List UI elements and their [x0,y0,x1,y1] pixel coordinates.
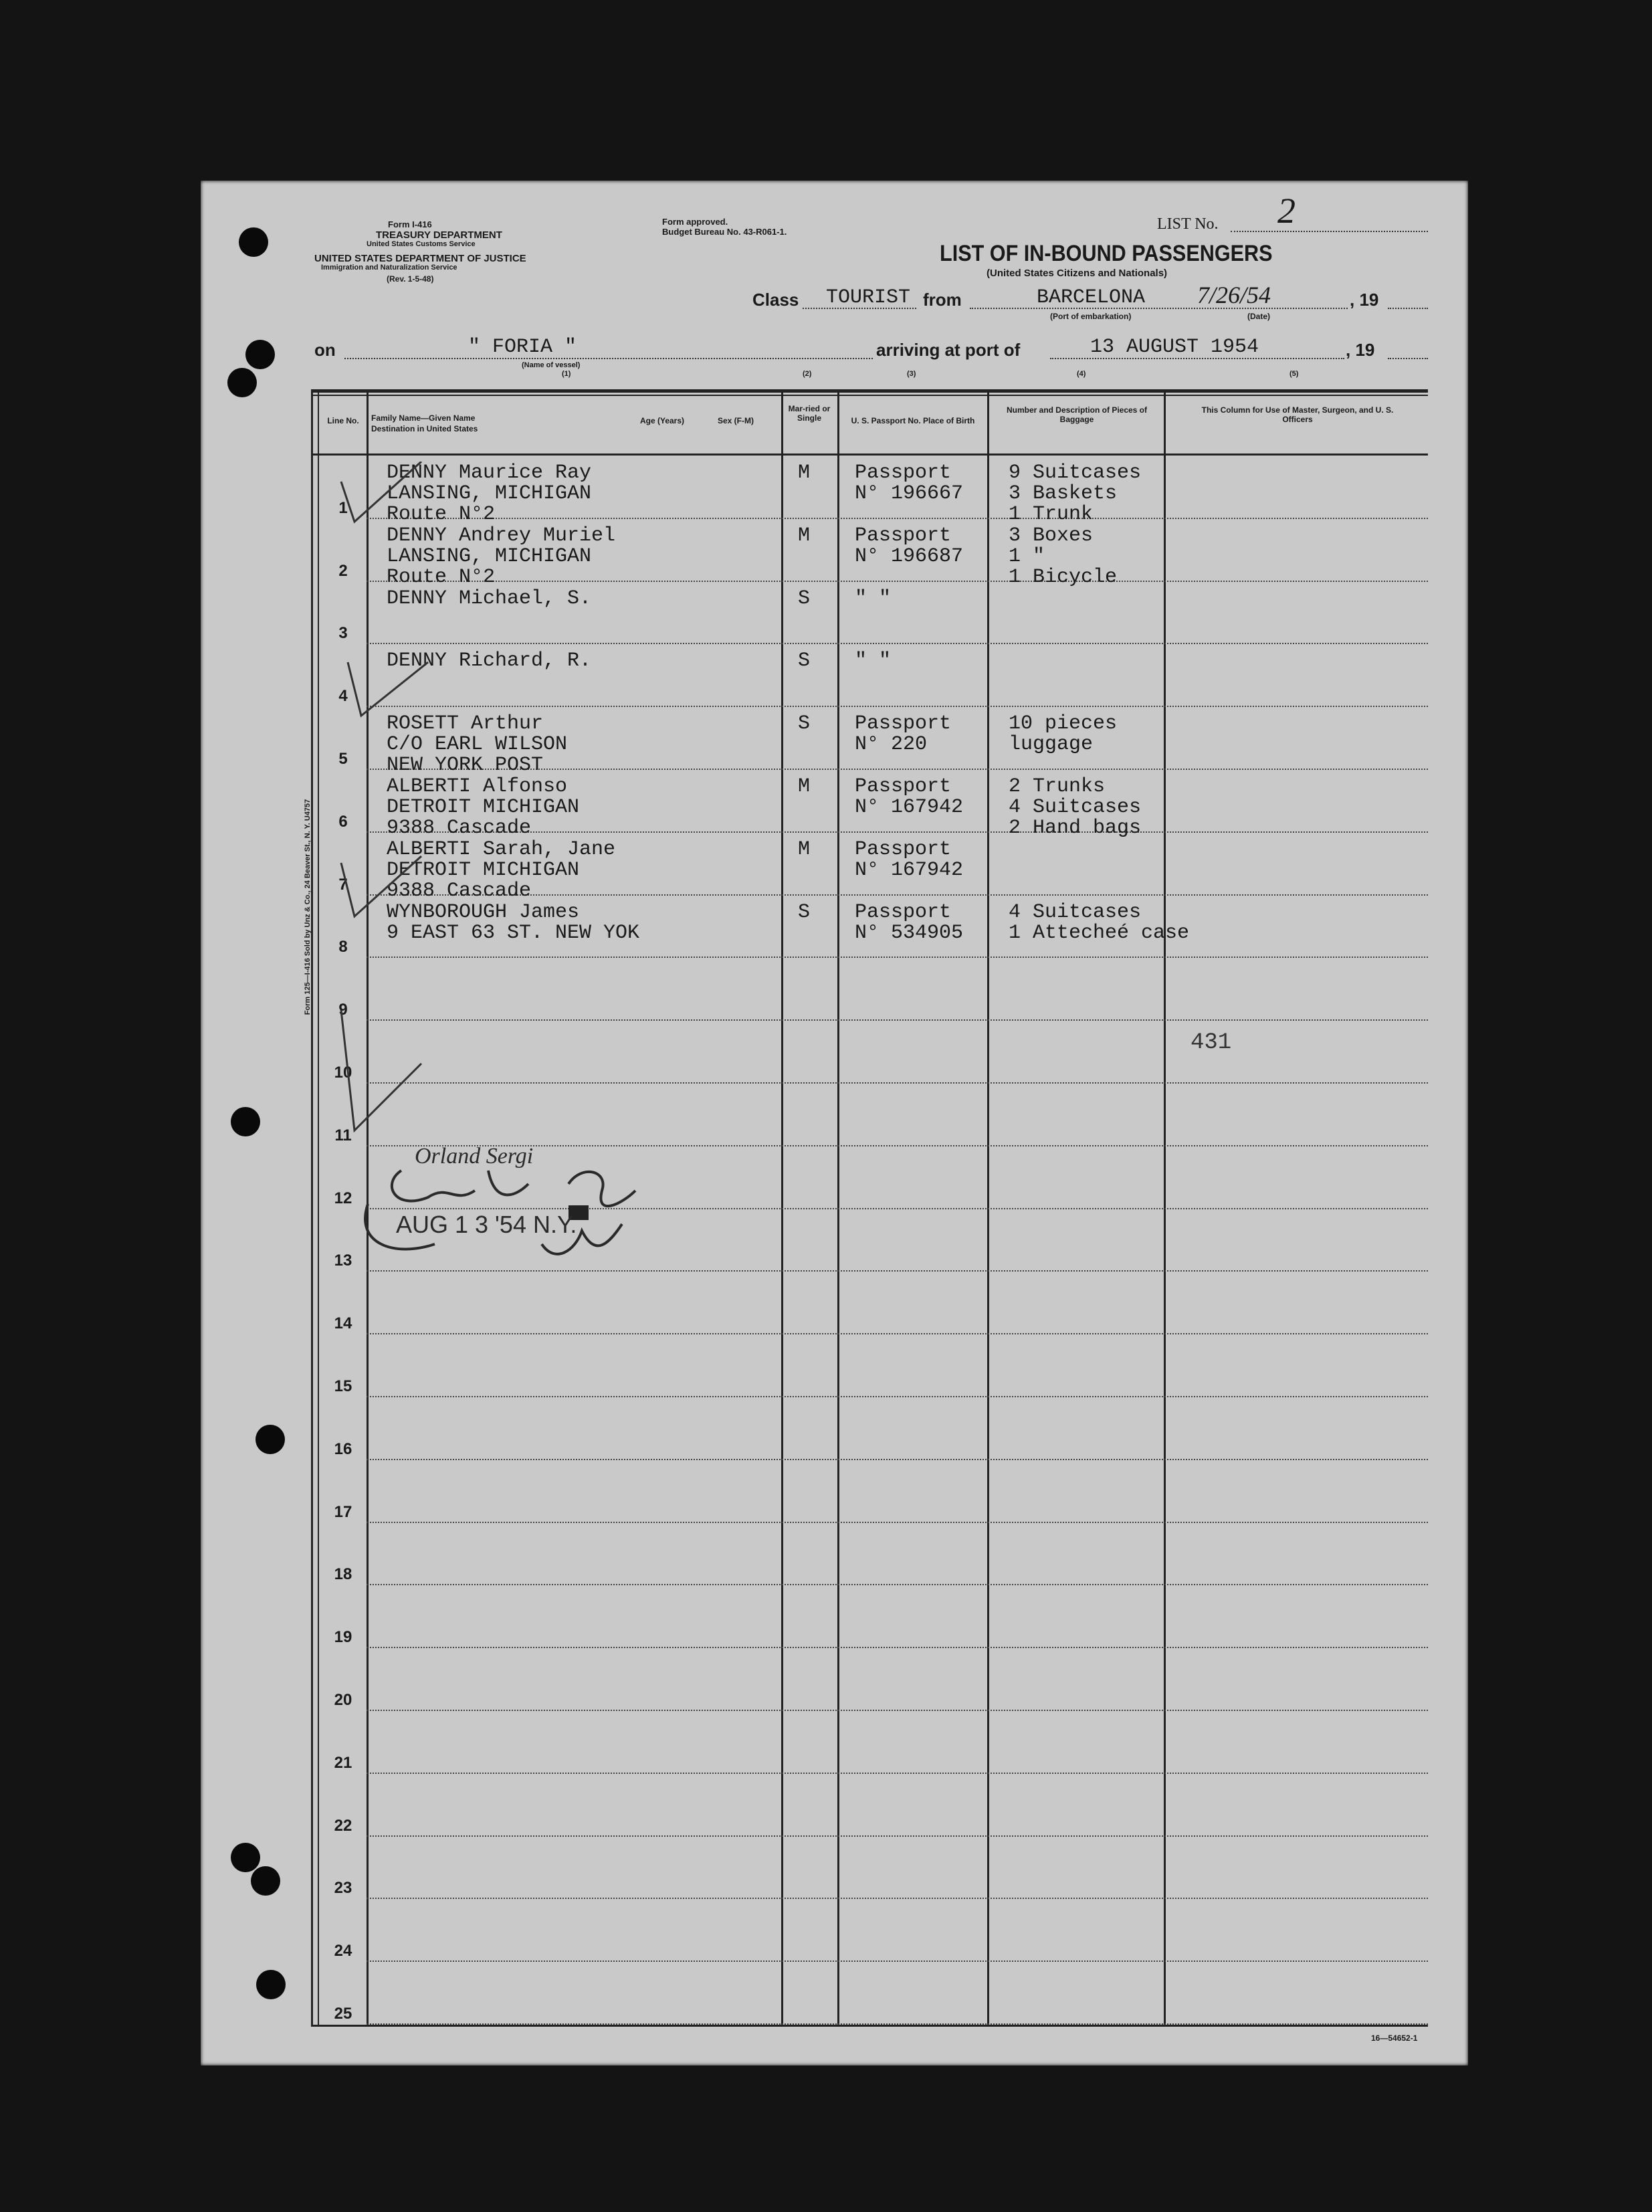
passenger-name: ROSETT Arthur [387,712,544,736]
line-number: 4 [338,687,348,706]
passport-info: N° 534905 [855,921,964,944]
side-imprint: Form 125—I-416 Sold by Unz & Co., 24 Beaver St., N. Y. U4757 [304,799,312,1015]
row-rule [367,1584,1428,1585]
line-number: 1 [338,498,348,517]
passenger-name: WYNBOROUGH James [387,900,580,924]
vessel-value: " FORIA " [468,336,577,359]
year-suffix: , 19 [1350,290,1379,310]
vessel-line [344,358,873,359]
married-single: M [798,524,811,547]
baggage-item: 3 Boxes [1009,524,1094,547]
passport-info: N° 167942 [855,858,964,882]
line-number: 9 [338,1001,348,1019]
line-number: 23 [334,1879,352,1898]
baggage-item: 4 Suitcases [1009,900,1142,924]
form-title: LIST OF IN-BOUND PASSENGERS [940,241,1273,266]
treasury-label: TREASURY DEPARTMENT [376,229,502,241]
budget-label: Budget Bureau No. 43-R061-1. [662,227,787,237]
vessel-col-number: (1) [562,370,571,378]
baggage-item: 1 Attecheé case [1009,921,1190,944]
col-divider-left [311,389,313,2027]
row-rule [367,2023,1428,2025]
on-label: on [314,340,336,360]
immigration-label: Immigration and Naturalization Service [321,264,457,272]
class-value: TOURIST [826,286,911,309]
line-number: 17 [334,1502,352,1521]
row-rule [367,1333,1428,1334]
passenger-destination: NEW YORK POST [387,754,544,777]
baggage-item: 9 Suitcases [1009,462,1142,484]
passenger-name: DENNY Maurice Ray [387,462,592,484]
vessel-caption: (Name of vessel) [522,361,581,369]
line-number: 20 [334,1691,352,1709]
line-number: 15 [334,1377,352,1395]
line-number: 13 [334,1251,352,1270]
row-rule [367,1835,1428,1837]
line-number: 6 [338,812,348,831]
row-rule [367,581,1428,582]
approved-label: Form approved. [662,217,728,227]
col-header-line: Line No. [327,416,359,425]
passport-info: Passport [855,712,952,736]
baggage-item: luggage [1009,733,1094,757]
manifest-sheet [201,181,1468,2066]
row-rule [367,1710,1428,1711]
row-rule [367,643,1428,644]
married-single: M [798,462,811,484]
justice-label: UNITED STATES DEPARTMENT OF JUSTICE [314,253,526,264]
line-number: 11 [334,1126,352,1144]
row-rule [367,1898,1428,1899]
passport-info: N° 196667 [855,482,964,505]
row-rule [367,1082,1428,1084]
port-caption: (Port of embarkation) [1050,312,1132,321]
row-rule [367,518,1428,519]
passenger-destination: 9388 Cascade [387,879,532,902]
row-rule [367,1459,1428,1460]
line-number: 3 [338,624,348,643]
binder-hole [231,1843,260,1872]
passport-info: Passport [855,900,952,924]
baggage-item: 1 Bicycle [1009,565,1118,589]
list-no-line [1231,231,1428,232]
year-suffix-2: , 19 [1346,340,1375,360]
col3-number: (3) [907,370,916,378]
table-header-rule [311,454,1428,456]
passport-info: N° 220 [855,733,928,757]
married-single: M [798,837,811,861]
col-header-married: Mar-ried or Single [788,404,831,423]
date-caption: (Date) [1247,312,1271,321]
passport-info: N° 167942 [855,796,964,819]
col-header-passport: U. S. Passport No. Place of Birth [851,416,975,425]
passenger-destination: Route N°2 [387,503,496,526]
married-single: M [798,775,811,798]
stamp-date: AUG 1 3 '54 N.Y. [396,1211,577,1238]
married-single: S [798,649,811,673]
col-header-name: Family Name—Given Name [371,413,476,423]
col5-number: (5) [1289,370,1299,378]
line-number: 12 [334,1189,352,1207]
from-value: BARCELONA [1037,286,1146,309]
line-number: 19 [334,1628,352,1647]
passenger-destination: LANSING, MICHIGAN [387,482,592,505]
passenger-destination: DETROIT MICHIGAN [387,858,580,882]
baggage-item: 10 pieces [1009,712,1118,736]
customs-label: United States Customs Service [367,240,476,248]
passenger-destination: 9 EAST 63 ST. NEW YOK [387,921,640,944]
baggage-item: 1 " [1009,544,1045,568]
passenger-name: ALBERTI Sarah, Jane [387,837,616,861]
line-number: 22 [334,1816,352,1835]
row-rule [367,1396,1428,1397]
passenger-name: ALBERTI Alfonso [387,775,568,798]
footer-form-code: 16—54652-1 [1371,2033,1418,2043]
binder-hole [239,227,268,257]
col-divider-left-inner [318,389,319,2027]
baggage-item: 4 Suitcases [1009,796,1142,819]
revision-label: (Rev. 1-5-48) [387,274,434,284]
married-single: S [798,900,811,924]
row-rule [367,1522,1428,1523]
baggage-item: 3 Baskets [1009,482,1118,505]
binder-hole [227,368,257,397]
passenger-name: DENNY Richard, R. [387,649,592,673]
line-number: 16 [334,1439,352,1458]
col-header-destination: Destination in United States [371,424,478,433]
baggage-item: 2 Trunks [1009,775,1106,798]
line-number: 18 [334,1565,352,1584]
passenger-name: DENNY Michael, S. [387,587,592,610]
binder-hole [255,1425,285,1454]
line-number: 7 [338,875,348,894]
col-header-age: Age (Years) [639,416,685,425]
class-label: Class [752,290,799,310]
row-rule [367,1647,1428,1648]
line-number: 8 [338,938,348,957]
col-header-official-use: This Column for Use of Master, Surgeon, and U. S. Officers [1201,405,1394,424]
form-subtitle: (United States Citizens and Nationals) [987,268,1168,279]
from-line [970,308,1348,309]
passport-info: Passport [855,775,952,798]
row-rule [367,1019,1428,1021]
binder-hole [231,1107,260,1136]
arriving-label: arriving at port of [876,340,1021,360]
passenger-destination: LANSING, MICHIGAN [387,544,592,568]
passenger-destination: Route N°2 [387,565,496,589]
col-header-baggage: Number and Description of Pieces of Baggage [1006,405,1148,424]
line-number: 24 [334,1942,352,1960]
binder-hole [251,1866,280,1896]
form-number: Form I-416 [388,219,432,229]
check-marks [321,462,435,1137]
passport-info: N° 196687 [855,544,964,568]
line-number: 5 [338,750,348,768]
row-rule [367,1960,1428,1962]
binder-hole [245,340,275,369]
annotation-number: 431 [1191,1030,1232,1055]
passport-info: " " [855,649,892,673]
binder-hole [256,1970,286,1999]
col4-number: (4) [1077,370,1086,378]
passport-info: Passport [855,462,952,484]
line-number: 25 [334,2005,352,2023]
list-no-value: 2 [1277,191,1296,231]
passport-info: Passport [855,837,952,861]
arriving-value: 13 AUGUST 1954 [1090,336,1259,359]
table-top-rule [311,389,1428,393]
year-line-2 [1388,358,1428,359]
passport-info: " " [855,587,892,610]
col-header-sex: Sex (F-M) [718,416,754,425]
line-number: 21 [334,1753,352,1772]
married-single: S [798,587,811,610]
signature-text: Orland Sergi [415,1144,534,1169]
baggage-item: 2 Hand bags [1009,817,1142,839]
table-top-rule-2 [311,395,1428,396]
table-bottom-rule [311,2025,1428,2027]
passenger-destination: 9388 Cascade [387,817,532,839]
from-label: from [923,290,962,310]
passenger-destination: C/O EARL WILSON [387,733,568,757]
passenger-name: DENNY Andrey Muriel [387,524,616,547]
passport-info: Passport [855,524,952,547]
baggage-item: 1 Trunk [1009,503,1094,526]
passenger-destination: DETROIT MICHIGAN [387,796,580,819]
married-single: S [798,712,811,736]
line-number: 2 [338,561,348,580]
row-rule [367,1773,1428,1774]
list-no-label: LIST No. [1157,215,1219,233]
line-number: 10 [334,1064,352,1082]
row-rule [367,706,1428,707]
row-rule [367,957,1428,958]
year-line [1388,308,1428,309]
col2-number: (2) [803,370,812,378]
line-number: 14 [334,1314,352,1333]
date-value: 7/26/54 [1197,282,1271,308]
